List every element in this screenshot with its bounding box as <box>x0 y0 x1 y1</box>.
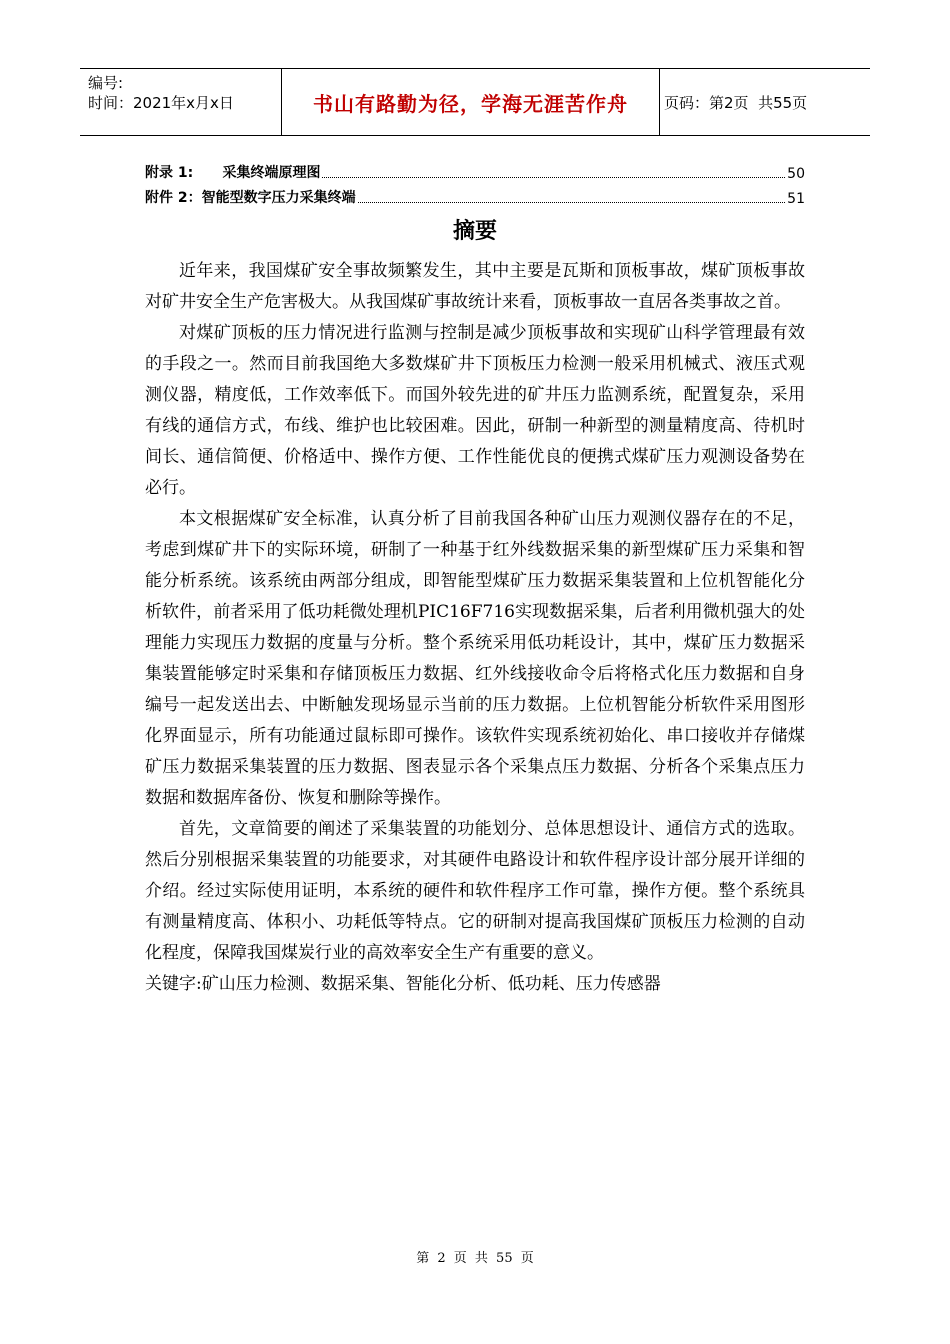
toc-entry-label: 附件 2：智能型数字压力采集终端 <box>145 190 356 206</box>
toc-leader <box>322 176 785 178</box>
toc-entry[interactable] <box>145 158 805 182</box>
header-motto: 书山有路勤为径，学海无涯苦作舟 <box>282 69 660 135</box>
header-page-info <box>660 69 870 135</box>
toc-entry-page: 50 <box>787 166 805 182</box>
abstract-paragraph: 本文根据煤矿安全标准，认真分析了目前我国各种矿山压力观测仪器存在的不足，考虑到煤矿井下的实际环境，研制了一种基于红外线数据采集的新型煤矿压力采集和智能分析系统。该系统由两部分组成，即智能型煤矿压力数据采集装置和上位机智能化分析软件，前者采用了低功耗微处理机PIC16F716实现数据采集，后者利用微机强大的处理能力实现压力数据的度量与分析。整个系统采用低功耗设计，其中，煤矿压力数据采集装置能够定时采集和存储顶板压力数据、红外线接收命令后将格式化压力数据和自身编号一起发送出去、中断触发现场显示当前的压力数据。上位机智能分析软件采用图形化界面显示，所有功能通过鼠标即可操作。该软件实现系统初始化、串口接收并存储煤矿压力数据采集装置的压力数据、图表显示各个采集点压力数据、分析各个采集点压力数据和数据库备份、恢复和删除等操作。 <box>145 509 805 808</box>
time-label: 时间：2021年x月x日 <box>88 94 234 112</box>
toc-leader <box>358 201 786 203</box>
toc-entry-page: 51 <box>787 191 805 207</box>
abstract-title: 摘要 <box>452 219 497 244</box>
abstract-paragraph: 近年来，我国煤矿安全事故频繁发生，其中主要是瓦斯和顶板事故，煤矿顶板事故对矿井安全生产危害极大。从我国煤矿事故统计来看，顶板事故一直居各类事故之首。 <box>145 261 805 312</box>
number-label: 编号: <box>88 74 124 92</box>
page-info-text: 页码：第2页 共55页 <box>664 93 808 112</box>
header-meta <box>80 69 282 135</box>
page-header <box>80 68 870 136</box>
abstract-paragraph: 对煤矿顶板的压力情况进行监测与控制是减少顶板事故和实现矿山科学管理最有效的手段之一。然而目前我国绝大多数煤矿井下顶板压力检测一般采用机械式、液压式观测仪器，精度低，工作效率低下。而国外较先进的矿井压力监测系统，配置复杂，采用有线的通信方式，布线、维护也比较困难。因此，研制一种新型的测量精度高、待机时间长、通信简便、价格适中、操作方便、工作性能优良的便携式煤矿压力观测设备势在必行。 <box>145 323 805 498</box>
toc-entry[interactable] <box>145 183 805 207</box>
toc-entry-label: 附录 1: 采集终端原理图 <box>145 165 321 181</box>
abstract-paragraph: 首先，文章简要的阐述了采集装置的功能划分、总体思想设计、通信方式的选取。然后分别根据采集装置的功能要求，对其硬件电路设计和软件程序设计部分展开详细的介绍。经过实际使用证明，本系统的硬件和软件程序工作可靠，操作方便。整个系统具有测量精度高、体积小、功耗低等特点。它的研制对提高我国煤矿顶板压力检测的自动化程度，保障我国煤炭行业的高效率安全生产有重要的意义。 <box>145 819 805 963</box>
page-footer: 第 2 页 共 55 页 <box>416 1251 534 1266</box>
abstract-body <box>145 256 805 1000</box>
keywords: 关键字:矿山压力检测、数据采集、智能化分析、低功耗、压力传感器 <box>145 974 661 994</box>
